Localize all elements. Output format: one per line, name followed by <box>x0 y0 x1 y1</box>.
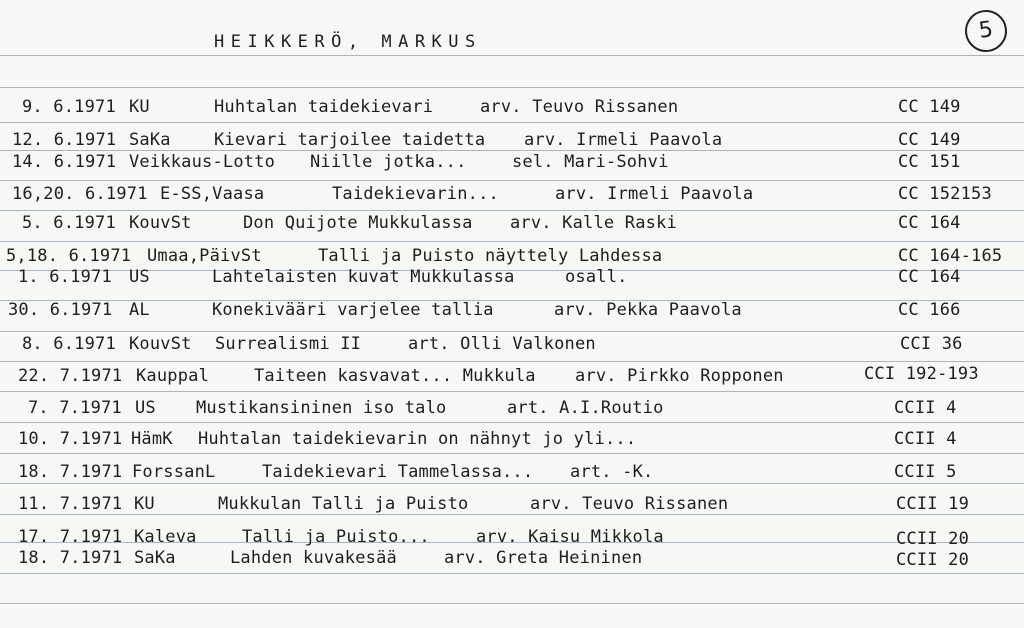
entry-title: Huhtalan taidekievari <box>214 97 434 117</box>
entry-source: HämK <box>131 429 173 449</box>
entry-title: Konekivääri varjelee tallia <box>212 300 494 320</box>
entry-source: KU <box>129 97 150 117</box>
entry-date: 22. 7.1971 <box>18 366 123 386</box>
rule-line <box>0 331 1024 332</box>
entry-source: SaKa <box>129 130 171 150</box>
rule-line <box>0 391 1024 392</box>
entry-note: arv. Teuvo Rissanen <box>530 494 729 514</box>
rule-line <box>0 573 1024 574</box>
entry-title: Lahtelaisten kuvat Mukkulassa <box>212 267 515 287</box>
entry-ref: CC 166 <box>898 300 961 320</box>
entry-source: ForssanL <box>132 462 216 482</box>
rule-line <box>0 483 1024 484</box>
entry-date: 5. 6.1971 <box>22 213 116 233</box>
entry-note: art. A.I.Routio <box>507 398 664 418</box>
entry-date: 18. 7.1971 <box>18 462 123 482</box>
entry-date: 1. 6.1971 <box>18 267 112 287</box>
entry-date: 16,20. 6.1971 <box>12 184 148 204</box>
entry-title: Surrealismi II <box>215 334 362 354</box>
entry-title: Don Quijote Mukkulassa <box>243 213 473 233</box>
rule-line <box>0 300 1024 301</box>
rule-line <box>0 122 1024 123</box>
entry-date: 14. 6.1971 <box>12 152 117 172</box>
entry-ref: CC 149 <box>898 97 961 117</box>
entry-note: arv. Greta Heininen <box>444 548 643 568</box>
rule-line <box>0 453 1024 454</box>
entry-title: Mukkulan Talli ja Puisto <box>218 494 469 514</box>
entry-ref: CCII 20 <box>896 550 970 570</box>
entry-date: 11. 7.1971 <box>18 494 123 514</box>
entry-ref: CC 164-165 <box>898 246 1003 266</box>
entry-note: arv. Kaisu Mikkola <box>476 527 664 547</box>
entry-ref: CC 152153 <box>898 184 992 204</box>
entry-source: Kauppal <box>136 366 210 386</box>
rule-line <box>0 241 1024 242</box>
entry-date: 12. 6.1971 <box>12 130 117 150</box>
entry-ref: CCII 4 <box>894 398 957 418</box>
entry-source: Kaleva <box>134 527 197 547</box>
entry-date: 5,18. 6.1971 <box>6 246 132 266</box>
entry-ref: CCII 4 <box>894 429 957 449</box>
entry-note: art. -K. <box>570 462 654 482</box>
entry-title: Talli ja Puisto näyttely Lahdessa <box>318 246 663 266</box>
entry-source: KU <box>134 494 155 514</box>
entry-source: KouvSt <box>129 213 192 233</box>
entry-note: arv. Kalle Raski <box>510 213 677 233</box>
rule-line <box>0 210 1024 211</box>
entry-ref: CC 151 <box>898 152 961 172</box>
entry-ref: CC 164 <box>898 213 961 233</box>
entry-date: 18. 7.1971 <box>18 548 123 568</box>
rule-line <box>0 87 1024 88</box>
entry-note: art. Olli Valkonen <box>408 334 596 354</box>
entry-ref: CCI 192-193 <box>864 364 979 384</box>
entry-source: E-SS,Vaasa <box>160 184 265 204</box>
entry-ref: CCII 19 <box>896 494 970 514</box>
entry-note: arv. Irmeli Paavola <box>524 130 723 150</box>
entry-source: AL <box>129 300 150 320</box>
entry-note: osall. <box>565 267 628 287</box>
rule-line <box>0 422 1024 423</box>
entry-date: 9. 6.1971 <box>22 97 116 117</box>
rule-line <box>0 55 1024 56</box>
entry-note: arv. Pirkko Ropponen <box>575 366 784 386</box>
entry-date: 8. 6.1971 <box>22 334 116 354</box>
entry-ref: CC 164 <box>898 267 961 287</box>
entry-title: Lahden kuvakesää <box>230 548 397 568</box>
entry-date: 7. 7.1971 <box>28 398 122 418</box>
rule-line <box>0 361 1024 362</box>
entry-source: Veikkaus-Lotto <box>129 152 276 172</box>
entry-note: sel. Mari-Sohvi <box>512 152 669 172</box>
entry-ref: CC 149 <box>898 130 961 150</box>
entry-ref: CCII 5 <box>894 462 957 482</box>
entry-source: KouvSt <box>129 334 192 354</box>
rule-line <box>0 603 1024 604</box>
entry-title: Kievari tarjoilee taidetta <box>214 130 486 150</box>
entry-date: 17. 7.1971 <box>18 527 123 547</box>
entry-ref: CCII 20 <box>896 529 970 549</box>
card-name-heading: HEIKKERÖ, MARKUS <box>214 32 482 52</box>
entry-note: arv. Pekka Paavola <box>554 300 742 320</box>
entry-title: Taiteen kasvavat... Mukkula <box>254 366 536 386</box>
entry-title: Taidekievari Tammelassa... <box>262 462 534 482</box>
entry-source: US <box>135 398 156 418</box>
entry-title: Mustikansininen iso talo <box>196 398 447 418</box>
entry-title: Huhtalan taidekievarin on nähnyt jo yli... <box>198 429 637 449</box>
entry-source: SaKa <box>134 548 176 568</box>
entry-date: 30. 6.1971 <box>8 300 113 320</box>
entry-date: 10. 7.1971 <box>18 429 123 449</box>
entry-note: arv. Irmeli Paavola <box>555 184 754 204</box>
entry-source: US <box>129 267 150 287</box>
rule-line <box>0 180 1024 181</box>
rule-line <box>0 150 1024 151</box>
entry-title: Talli ja Puisto... <box>242 527 430 547</box>
entry-source: Umaa,PäivSt <box>147 246 262 266</box>
rule-line <box>0 514 1024 515</box>
entry-title: Niille jotka... <box>310 152 467 172</box>
entry-title: Taidekievarin... <box>332 184 499 204</box>
entry-ref: CCI 36 <box>900 334 963 354</box>
entry-note: arv. Teuvo Rissanen <box>480 97 679 117</box>
card-number-circle: 5 <box>962 7 1009 54</box>
